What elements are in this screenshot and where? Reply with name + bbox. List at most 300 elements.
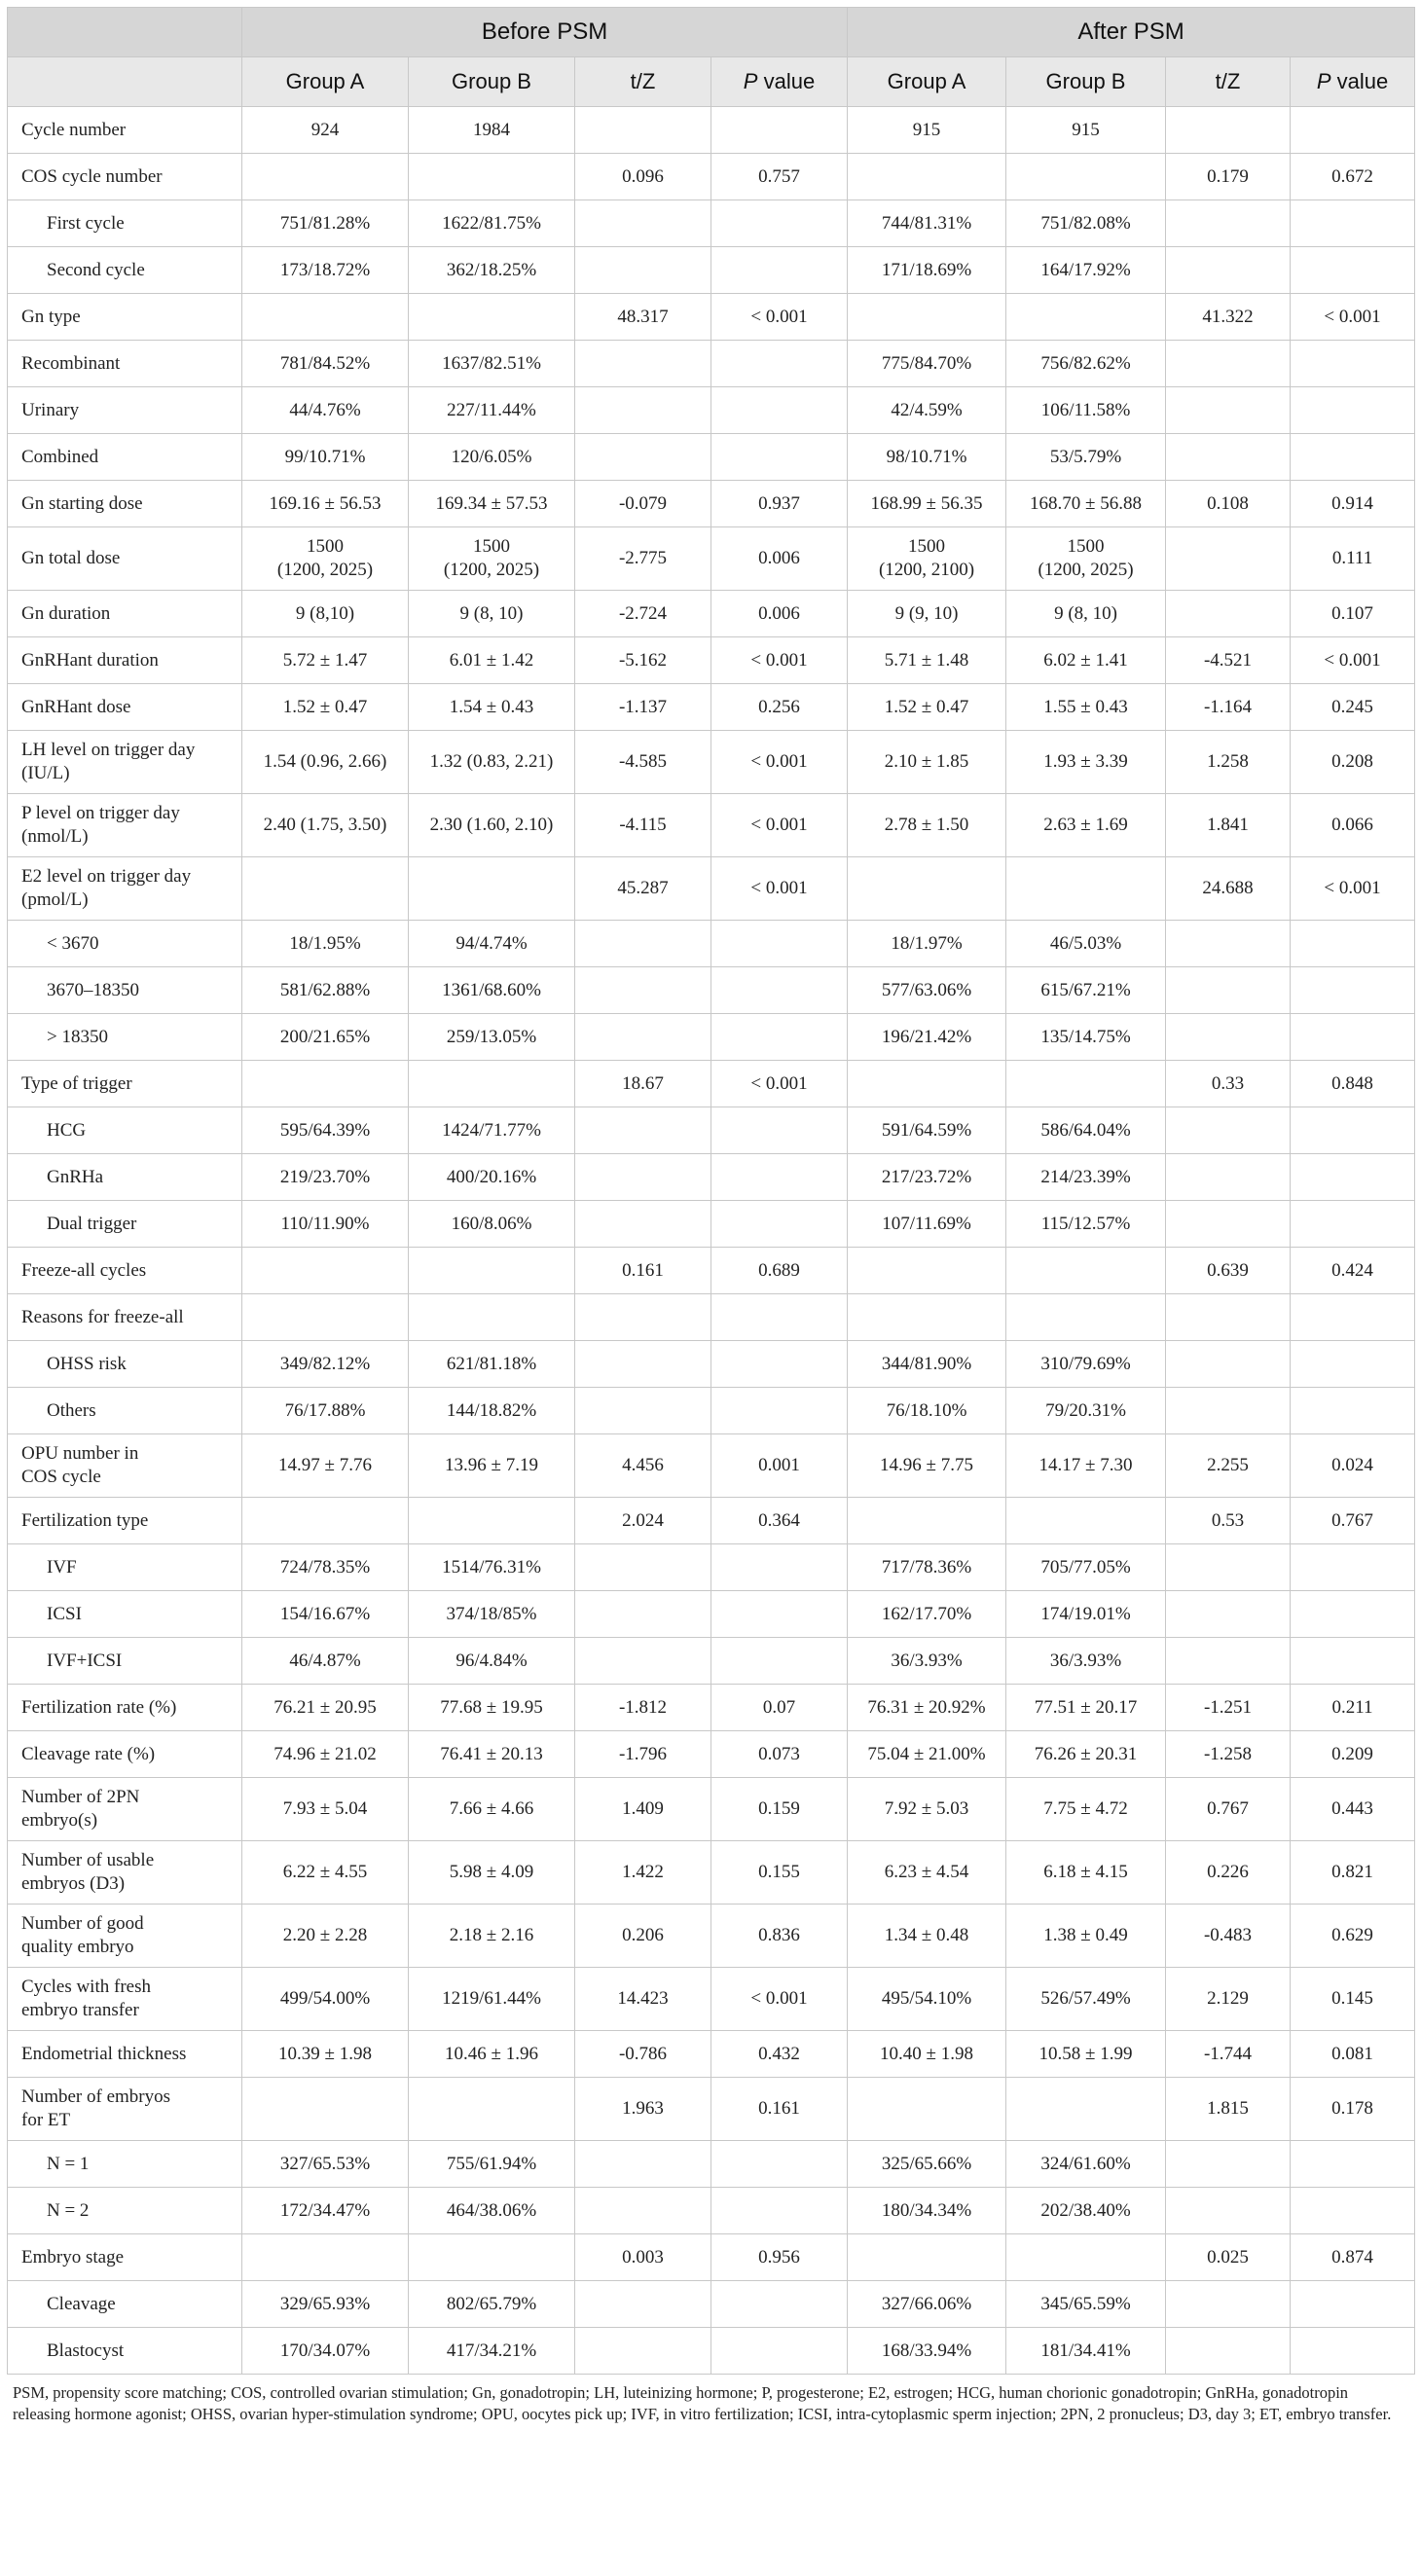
after-group-a-cell bbox=[848, 1388, 1006, 1434]
cell-value: 53/5.79% bbox=[1049, 446, 1122, 467]
cell-value: 181/34.41% bbox=[1040, 2340, 1131, 2361]
after-tz-cell bbox=[1166, 200, 1291, 247]
table-row bbox=[8, 1498, 1415, 1544]
before-tz-cell bbox=[575, 1107, 711, 1154]
cell-value: 0.178 bbox=[1331, 2098, 1373, 2119]
row-label-line: E2 level on trigger day bbox=[21, 866, 192, 887]
cell-value: 135/14.75% bbox=[1040, 1026, 1131, 1047]
cell-value: -5.162 bbox=[618, 649, 668, 671]
before-group-b-cell bbox=[409, 921, 575, 967]
before-p-value-cell bbox=[711, 200, 848, 247]
before-tz-cell bbox=[575, 2234, 711, 2281]
table-row bbox=[8, 1591, 1415, 1638]
after-p-value-cell bbox=[1291, 591, 1415, 637]
cell-value: 162/17.70% bbox=[881, 1603, 972, 1624]
after-tz-cell bbox=[1166, 2188, 1291, 2234]
cell-value: (1200, 2100) bbox=[878, 560, 975, 580]
cell-value: 9 (8,10) bbox=[295, 602, 355, 624]
before-group-a-cell bbox=[242, 2328, 409, 2375]
after-group-b-cell bbox=[1006, 1107, 1166, 1154]
cell-value: 0.07 bbox=[762, 1696, 796, 1718]
after-tz-cell bbox=[1166, 637, 1291, 684]
table-row bbox=[8, 921, 1415, 967]
after-group-b-cell bbox=[1006, 1841, 1166, 1905]
before-tz-cell bbox=[575, 1201, 711, 1248]
before-group-b-cell bbox=[409, 1731, 575, 1778]
cell-value: 1984 bbox=[473, 119, 510, 140]
before-tz-cell bbox=[575, 200, 711, 247]
row-label bbox=[8, 857, 242, 921]
after-p-value-cell bbox=[1291, 1841, 1415, 1905]
before-tz-cell bbox=[575, 1341, 711, 1388]
before-tz-cell bbox=[575, 637, 711, 684]
after-group-a-cell bbox=[848, 967, 1006, 1014]
table-row bbox=[8, 200, 1415, 247]
after-group-b-cell bbox=[1006, 1544, 1166, 1591]
after-group-b-cell bbox=[1006, 387, 1166, 434]
cell-value: 217/23.72% bbox=[881, 1166, 972, 1187]
cell-value: 0.161 bbox=[622, 1259, 664, 1281]
cell-value: 36/3.93% bbox=[891, 1650, 963, 1671]
cell-value: 5.98 ± 4.09 bbox=[449, 1862, 534, 1882]
cell-value: 0.424 bbox=[1331, 1259, 1373, 1281]
row-label bbox=[8, 2188, 242, 2234]
table-row bbox=[8, 794, 1415, 857]
after-group-b-cell bbox=[1006, 684, 1166, 731]
cell-value: 2.20 ± 2.28 bbox=[282, 1925, 368, 1945]
cell-value: 77.51 ± 20.17 bbox=[1034, 1696, 1138, 1718]
cell-value: 18/1.95% bbox=[289, 932, 361, 954]
cell-value: 180/34.34% bbox=[881, 2199, 972, 2221]
before-tz-cell bbox=[575, 1248, 711, 1294]
after-p-value-cell bbox=[1291, 2328, 1415, 2375]
cell-value: 802/65.79% bbox=[446, 2293, 537, 2314]
cell-value: 41.322 bbox=[1202, 306, 1254, 327]
cell-value: 45.287 bbox=[617, 878, 669, 898]
after-group-b-cell bbox=[1006, 154, 1166, 200]
after-group-a-cell bbox=[848, 1434, 1006, 1498]
after-group-b-cell bbox=[1006, 527, 1166, 591]
after-p-value-cell bbox=[1291, 200, 1415, 247]
after-p-value-cell bbox=[1291, 1591, 1415, 1638]
before-p-value-cell bbox=[711, 1968, 848, 2031]
cell-value: 1500 bbox=[307, 536, 344, 557]
cell-value: 18.67 bbox=[622, 1072, 664, 1094]
before-tz-cell bbox=[575, 857, 711, 921]
after-group-b-cell bbox=[1006, 1388, 1166, 1434]
table-row bbox=[8, 1544, 1415, 1591]
table-row bbox=[8, 684, 1415, 731]
cell-value: 76.31 ± 20.92% bbox=[867, 1696, 986, 1718]
before-tz-cell bbox=[575, 1388, 711, 1434]
before-psm-header: Before PSM bbox=[242, 8, 848, 57]
cell-value: < 0.001 bbox=[750, 1988, 808, 2009]
before-group-b-cell bbox=[409, 1201, 575, 1248]
before-group-b-cell bbox=[409, 341, 575, 387]
row-label bbox=[8, 107, 242, 154]
before-tz-cell bbox=[575, 107, 711, 154]
cell-value: -1.137 bbox=[618, 696, 668, 717]
after-tz-cell bbox=[1166, 1968, 1291, 2031]
cell-value: 168.99 ± 56.35 bbox=[870, 492, 983, 514]
cell-value: 464/38.06% bbox=[446, 2199, 537, 2221]
before-tz-cell bbox=[575, 154, 711, 200]
row-label-line: Combined bbox=[21, 446, 99, 467]
after-group-b-cell bbox=[1006, 2141, 1166, 2188]
after-p-value-cell bbox=[1291, 794, 1415, 857]
after-group-a-cell bbox=[848, 591, 1006, 637]
row-label-line: IVF bbox=[47, 1556, 77, 1578]
after-p-value-cell bbox=[1291, 2281, 1415, 2328]
before-group-b-cell bbox=[409, 1248, 575, 1294]
before-p-value-cell bbox=[711, 1154, 848, 1201]
after-tz-cell bbox=[1166, 1201, 1291, 1248]
row-label-line: Gn type bbox=[21, 306, 81, 327]
cell-value: 2.63 ± 1.69 bbox=[1043, 815, 1128, 835]
row-label-line: Gn duration bbox=[21, 602, 111, 624]
before-p-value-cell bbox=[711, 2141, 848, 2188]
before-tz-cell bbox=[575, 481, 711, 527]
after-group-a-cell bbox=[848, 2281, 1006, 2328]
before-group-a-cell bbox=[242, 2031, 409, 2078]
after-group-a-cell bbox=[848, 1014, 1006, 1061]
cell-value: 0.629 bbox=[1331, 1925, 1373, 1945]
after-p-value-cell bbox=[1291, 2234, 1415, 2281]
before-p-value-cell bbox=[711, 2234, 848, 2281]
before-group-b-cell bbox=[409, 731, 575, 794]
row-label bbox=[8, 1341, 242, 1388]
row-label-line: Freeze-all cycles bbox=[21, 1259, 147, 1281]
before-group-b-cell bbox=[409, 1388, 575, 1434]
before-group-a-cell bbox=[242, 1498, 409, 1544]
cell-value: 170/34.07% bbox=[279, 2340, 371, 2361]
row-label-line: Gn starting dose bbox=[21, 492, 143, 514]
table-row bbox=[8, 481, 1415, 527]
cell-value: 76.41 ± 20.13 bbox=[440, 1743, 543, 1764]
cell-value: -4.521 bbox=[1203, 649, 1253, 671]
before-tz-cell bbox=[575, 794, 711, 857]
after-group-b-cell bbox=[1006, 591, 1166, 637]
before-p-value-cell bbox=[711, 921, 848, 967]
after-p-value-cell bbox=[1291, 1544, 1415, 1591]
after-group-a-cell bbox=[848, 1638, 1006, 1685]
cell-value: 120/6.05% bbox=[451, 446, 532, 467]
cell-value: 160/8.06% bbox=[451, 1213, 532, 1234]
row-label-line: Type of trigger bbox=[21, 1072, 132, 1094]
after-group-b-cell bbox=[1006, 1061, 1166, 1107]
row-label bbox=[8, 2031, 242, 2078]
cell-value: 0.937 bbox=[758, 492, 800, 514]
row-label-line: > 18350 bbox=[47, 1026, 108, 1047]
row-label bbox=[8, 1778, 242, 1841]
cell-value: 345/65.59% bbox=[1040, 2293, 1131, 2314]
cell-value: 1.409 bbox=[622, 1798, 664, 1819]
cell-value: 0.066 bbox=[1331, 815, 1373, 835]
p-italic: P bbox=[1316, 69, 1331, 93]
before-group-b-cell bbox=[409, 684, 575, 731]
table-row bbox=[8, 591, 1415, 637]
cell-value: 755/61.94% bbox=[446, 2153, 537, 2174]
after-group-b-cell bbox=[1006, 1154, 1166, 1201]
corner-cell bbox=[8, 8, 242, 57]
after-p-value-cell bbox=[1291, 2031, 1415, 2078]
before-group-b-cell bbox=[409, 2328, 575, 2375]
after-group-a-cell bbox=[848, 200, 1006, 247]
before-tz-cell bbox=[575, 2141, 711, 2188]
row-label-line: (nmol/L) bbox=[21, 826, 89, 847]
cell-value: 169.16 ± 56.53 bbox=[269, 492, 382, 514]
after-group-b-cell bbox=[1006, 857, 1166, 921]
cell-value: 1.258 bbox=[1207, 751, 1249, 772]
cell-value: 154/16.67% bbox=[279, 1603, 371, 1624]
cell-value: 259/13.05% bbox=[446, 1026, 537, 1047]
cell-value: 5.72 ± 1.47 bbox=[282, 649, 368, 671]
before-p-value-cell bbox=[711, 2281, 848, 2328]
row-label bbox=[8, 1544, 242, 1591]
cell-value: 2.255 bbox=[1207, 1455, 1249, 1475]
before-group-a-cell bbox=[242, 857, 409, 921]
after-p-value-cell bbox=[1291, 1388, 1415, 1434]
row-label-line: First cycle bbox=[47, 212, 125, 234]
after-tz-cell bbox=[1166, 154, 1291, 200]
after-p-value-cell bbox=[1291, 294, 1415, 341]
after-p-value-cell bbox=[1291, 1905, 1415, 1968]
cell-value: 1622/81.75% bbox=[442, 212, 541, 234]
before-group-a-cell bbox=[242, 1778, 409, 1841]
cell-value: 168/33.94% bbox=[881, 2340, 972, 2361]
row-label bbox=[8, 1498, 242, 1544]
before-p-value-cell bbox=[711, 154, 848, 200]
table-row bbox=[8, 387, 1415, 434]
before-group-b-cell bbox=[409, 1014, 575, 1061]
cell-value: 0.179 bbox=[1207, 165, 1249, 187]
before-group-a-cell bbox=[242, 1685, 409, 1731]
before-tz-cell bbox=[575, 341, 711, 387]
before-group-a-cell bbox=[242, 591, 409, 637]
cell-value: 0.874 bbox=[1331, 2246, 1373, 2268]
cell-value: 1219/61.44% bbox=[442, 1988, 541, 2009]
cell-value: 98/10.71% bbox=[886, 446, 967, 467]
cell-value: 7.92 ± 5.03 bbox=[884, 1798, 969, 1819]
after-p-value-cell bbox=[1291, 1731, 1415, 1778]
after-group-b-cell bbox=[1006, 341, 1166, 387]
cell-value: 24.688 bbox=[1202, 878, 1254, 898]
cell-value: < 0.001 bbox=[750, 751, 808, 772]
before-group-a-cell bbox=[242, 2281, 409, 2328]
before-tz-cell bbox=[575, 1014, 711, 1061]
cell-value: 1.422 bbox=[622, 1862, 664, 1882]
before-tz-cell bbox=[575, 1841, 711, 1905]
table-row bbox=[8, 154, 1415, 200]
cell-value: 76/18.10% bbox=[886, 1399, 967, 1421]
after-p-value-cell bbox=[1291, 1341, 1415, 1388]
cell-value: 2.024 bbox=[622, 1509, 664, 1531]
after-p-value-cell bbox=[1291, 434, 1415, 481]
after-group-b-cell bbox=[1006, 1778, 1166, 1841]
cell-value: 0.757 bbox=[758, 165, 800, 187]
cell-value: 10.40 ± 1.98 bbox=[880, 2043, 973, 2064]
after-group-a-cell bbox=[848, 921, 1006, 967]
cell-value: 44/4.76% bbox=[289, 399, 361, 420]
before-group-b-cell bbox=[409, 247, 575, 294]
table-body bbox=[8, 107, 1415, 2375]
before-group-a-cell bbox=[242, 1544, 409, 1591]
cell-value: 2.78 ± 1.50 bbox=[884, 815, 969, 835]
before-group-b-cell bbox=[409, 1107, 575, 1154]
before-tz-cell bbox=[575, 1434, 711, 1498]
cell-value: 1361/68.60% bbox=[442, 979, 541, 1000]
cell-value: -1.164 bbox=[1203, 696, 1253, 717]
row-label-line: IVF+ICSI bbox=[47, 1650, 123, 1671]
after-p-value-cell bbox=[1291, 1685, 1415, 1731]
after-tz-cell bbox=[1166, 1107, 1291, 1154]
cell-value: 14.423 bbox=[617, 1988, 669, 2009]
row-label bbox=[8, 1061, 242, 1107]
before-p-value-header bbox=[711, 57, 848, 107]
after-group-a-cell bbox=[848, 1107, 1006, 1154]
after-group-a-cell bbox=[848, 2188, 1006, 2234]
table-row bbox=[8, 107, 1415, 154]
after-tz-cell bbox=[1166, 2078, 1291, 2141]
table-row bbox=[8, 1107, 1415, 1154]
before-tz-cell bbox=[575, 387, 711, 434]
after-tz-cell bbox=[1166, 387, 1291, 434]
cell-value: 14.96 ± 7.75 bbox=[880, 1455, 973, 1475]
cell-value: 48.317 bbox=[617, 306, 669, 327]
after-group-a-cell bbox=[848, 2078, 1006, 2141]
row-label-line: ICSI bbox=[47, 1603, 82, 1624]
row-label-line: 3670–18350 bbox=[47, 979, 139, 1000]
after-group-a-cell bbox=[848, 2141, 1006, 2188]
cell-value: 577/63.06% bbox=[881, 979, 972, 1000]
row-label bbox=[8, 481, 242, 527]
table-footnote: PSM, propensity score matching; COS, controlled ovarian stimulation; Gn, gonadotropin; LH, luteinizing hormone; P, progesterone; E2, estrogen; HCG, human chorionic gonadotropin; GnRHa, gonadotropin releasing hormone agonist; OHSS, ovarian hyper-stimulation syndrome; OPU, oocytes pick up; IVF, in vitro fertilization; ICSI, intra-cytoplasmic sperm injection; 2PN, 2 pronucleus; D3, day 3; ET, embryo transfer. bbox=[13, 2383, 1392, 2423]
after-p-value-cell bbox=[1291, 921, 1415, 967]
before-group-a-cell bbox=[242, 1638, 409, 1685]
row-label bbox=[8, 1968, 242, 2031]
before-group-b-cell bbox=[409, 2281, 575, 2328]
cell-value: 7.75 ± 4.72 bbox=[1043, 1798, 1128, 1819]
before-group-b-cell bbox=[409, 1591, 575, 1638]
after-group-a-cell bbox=[848, 1201, 1006, 1248]
after-group-b-cell bbox=[1006, 1968, 1166, 2031]
row-label bbox=[8, 637, 242, 684]
row-label bbox=[8, 591, 242, 637]
cell-value: 164/17.92% bbox=[1040, 259, 1131, 280]
cell-value: 0.432 bbox=[758, 2043, 800, 2064]
cell-value: -1.744 bbox=[1203, 2043, 1253, 2064]
cell-value: 362/18.25% bbox=[446, 259, 537, 280]
cell-value: 0.53 bbox=[1211, 1509, 1245, 1531]
cell-value: 0.081 bbox=[1331, 2043, 1373, 2064]
row-label-line: Number of embryos bbox=[21, 2086, 171, 2107]
cell-value: 526/57.49% bbox=[1040, 1988, 1131, 2009]
before-group-a-cell bbox=[242, 967, 409, 1014]
after-group-b-cell bbox=[1006, 2234, 1166, 2281]
row-label-line: GnRHa bbox=[47, 1166, 104, 1187]
cell-value: 705/77.05% bbox=[1040, 1556, 1131, 1578]
after-group-b-cell bbox=[1006, 2078, 1166, 2141]
after-group-a-header: Group A bbox=[848, 57, 1006, 107]
column-header-row bbox=[8, 57, 1415, 107]
row-label bbox=[8, 2078, 242, 2141]
before-group-b-cell bbox=[409, 294, 575, 341]
row-label bbox=[8, 1107, 242, 1154]
cell-value: 42/4.59% bbox=[891, 399, 963, 420]
after-tz-cell bbox=[1166, 794, 1291, 857]
cell-value: 0.159 bbox=[758, 1798, 800, 1819]
cell-value: -1.812 bbox=[618, 1696, 668, 1718]
cell-value: 1.93 ± 3.39 bbox=[1043, 751, 1128, 772]
before-p-value-cell bbox=[711, 1731, 848, 1778]
cell-value: 374/18/85% bbox=[446, 1603, 537, 1624]
cell-value: 6.22 ± 4.55 bbox=[282, 1862, 368, 1882]
before-group-b-cell bbox=[409, 1341, 575, 1388]
table-row bbox=[8, 1638, 1415, 1685]
after-group-b-cell bbox=[1006, 1591, 1166, 1638]
row-label bbox=[8, 1434, 242, 1498]
cell-value: -0.079 bbox=[618, 492, 668, 514]
before-group-a-cell bbox=[242, 107, 409, 154]
row-label bbox=[8, 1905, 242, 1968]
after-group-b-cell bbox=[1006, 921, 1166, 967]
after-group-a-cell bbox=[848, 731, 1006, 794]
row-label-line: for ET bbox=[21, 2110, 71, 2130]
cell-value: 751/81.28% bbox=[279, 212, 371, 234]
after-group-b-cell bbox=[1006, 1248, 1166, 1294]
cell-value: 1500 bbox=[1067, 536, 1105, 557]
cell-value: 0.006 bbox=[758, 548, 800, 568]
before-tz-cell bbox=[575, 1294, 711, 1341]
cell-value: 581/62.88% bbox=[279, 979, 371, 1000]
row-label bbox=[8, 341, 242, 387]
cell-value: 621/81.18% bbox=[446, 1353, 537, 1374]
row-label bbox=[8, 1685, 242, 1731]
row-label-line: GnRHant duration bbox=[21, 649, 159, 671]
after-group-b-cell bbox=[1006, 107, 1166, 154]
after-group-a-cell bbox=[848, 637, 1006, 684]
cell-value: 1500 bbox=[473, 536, 510, 557]
before-tz-cell bbox=[575, 1638, 711, 1685]
cell-value: 174/19.01% bbox=[1040, 1603, 1131, 1624]
cell-value: 168.70 ± 56.88 bbox=[1030, 492, 1142, 514]
table-row bbox=[8, 2031, 1415, 2078]
cell-value: 0.006 bbox=[758, 602, 800, 624]
cell-value: 110/11.90% bbox=[280, 1213, 370, 1234]
before-group-b-cell bbox=[409, 2078, 575, 2141]
table-row bbox=[8, 731, 1415, 794]
cell-value: 0.848 bbox=[1331, 1072, 1373, 1094]
after-p-value-cell bbox=[1291, 967, 1415, 1014]
before-group-b-cell bbox=[409, 387, 575, 434]
cell-value: -2.775 bbox=[618, 548, 668, 568]
after-group-b-cell bbox=[1006, 967, 1166, 1014]
before-tz-cell bbox=[575, 921, 711, 967]
after-group-a-cell bbox=[848, 2328, 1006, 2375]
table-row bbox=[8, 637, 1415, 684]
cell-value: 1424/71.77% bbox=[442, 1119, 541, 1141]
cell-value: < 0.001 bbox=[750, 1072, 808, 1094]
cell-value: 717/78.36% bbox=[881, 1556, 972, 1578]
before-tz-cell bbox=[575, 731, 711, 794]
after-tz-cell bbox=[1166, 2031, 1291, 2078]
before-group-a-cell bbox=[242, 1294, 409, 1341]
row-label bbox=[8, 387, 242, 434]
cell-value: 36/3.93% bbox=[1049, 1650, 1122, 1671]
row-label-line: Number of 2PN bbox=[21, 1787, 140, 1807]
after-tz-cell bbox=[1166, 2328, 1291, 2375]
before-group-a-cell bbox=[242, 294, 409, 341]
